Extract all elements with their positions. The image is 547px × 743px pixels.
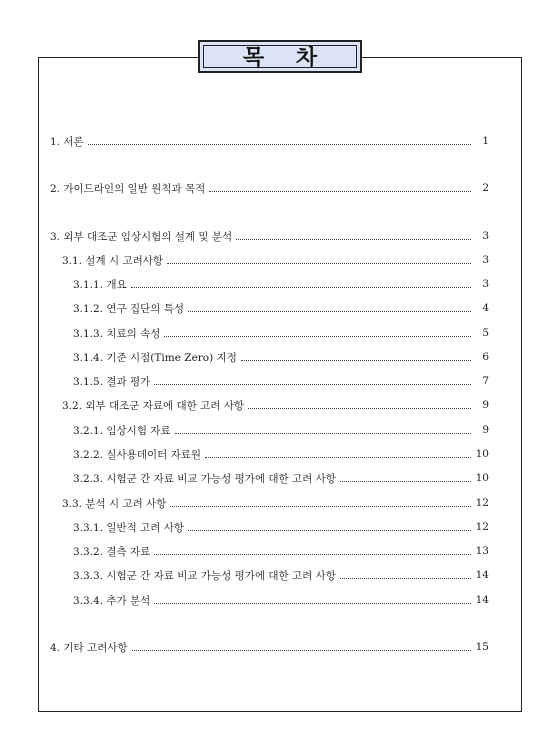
toc-entry-page: 5 (482, 327, 489, 339)
toc-leader-dots (209, 191, 471, 192)
toc-entry-3-1-2[interactable] (73, 300, 489, 316)
toc-entry-label: 3.1.3. 치료의 속성 (73, 327, 161, 340)
toc-leader-dots (188, 311, 471, 312)
toc-leader-dots (340, 481, 471, 482)
toc-entry-page: 6 (482, 351, 489, 363)
toc-entry-2[interactable] (50, 180, 489, 196)
toc-leader-dots (205, 457, 471, 458)
toc-entry-page: 3 (482, 230, 489, 242)
toc-leader-dots (154, 554, 471, 555)
toc-title-box (198, 40, 362, 73)
toc-entry-label: 3.2. 외부 대조군 자료에 대한 고려 사항 (62, 399, 245, 412)
toc-entry-label: 3.2.2. 실사용데이터 자료원 (73, 448, 202, 461)
toc-entry-page: 10 (475, 448, 489, 460)
toc-title: 목 차 (242, 46, 330, 71)
toc-leader-dots (340, 578, 471, 579)
toc-leader-dots (154, 384, 471, 385)
toc-entry-page: 3 (482, 278, 489, 290)
toc-entry-label: 3.1.5. 결과 평가 (73, 375, 151, 388)
toc-entry-3[interactable] (50, 228, 489, 244)
toc-entry-page: 12 (475, 521, 489, 533)
toc-entry-3-1-3[interactable] (73, 325, 489, 341)
toc-entry-page: 7 (482, 375, 489, 387)
toc-entry-page: 14 (475, 594, 489, 606)
toc-entry-3-2-1[interactable] (73, 422, 489, 438)
toc-entry-3-1-4[interactable] (73, 349, 489, 365)
toc-entry-3-3[interactable] (62, 495, 489, 511)
toc-entry-label: 3.3.3. 시험군 간 자료 비교 가능성 평가에 대한 고려 사항 (73, 569, 336, 582)
toc-entry-page: 3 (482, 254, 489, 266)
toc-entry-label: 3.3. 분석 시 고려 사항 (62, 497, 167, 510)
toc-leader-dots (88, 144, 471, 145)
toc-leader-dots (170, 506, 471, 507)
toc-leader-dots (131, 287, 471, 288)
toc-leader-dots (175, 433, 471, 434)
toc-leader-dots (248, 408, 471, 409)
toc-leader-dots (132, 650, 471, 651)
toc-entry-page: 2 (482, 182, 489, 194)
toc-entry-3-1-5[interactable] (73, 373, 489, 389)
toc-leader-dots (167, 263, 471, 264)
toc-entry-page: 15 (475, 641, 489, 653)
toc-entry-label: 3. 외부 대조군 임상시험의 설계 및 분석 (50, 230, 233, 243)
toc-entry-page: 1 (482, 135, 489, 147)
toc-entry-label: 3.2.3. 시험군 간 자료 비교 가능성 평가에 대한 고려 사항 (73, 472, 336, 485)
toc-entry-page: 9 (482, 424, 489, 436)
toc-entry-label: 3.1. 설계 시 고려사항 (62, 254, 164, 267)
toc-entry-page: 10 (475, 472, 489, 484)
toc-entry-label: 1. 서론 (50, 135, 84, 148)
toc-leader-dots (188, 530, 471, 531)
toc-entry-3-1-1[interactable] (73, 276, 489, 292)
toc-entry-label: 3.3.2. 결측 자료 (73, 545, 151, 558)
toc-entry-label: 3.1.1. 개요 (73, 278, 127, 291)
toc-entry-3-2-2[interactable] (73, 446, 489, 462)
toc-leader-dots (236, 239, 471, 240)
toc-entry-3-3-1[interactable] (73, 519, 489, 535)
toc-entry-label: 3.1.2. 연구 집단의 특성 (73, 302, 185, 315)
toc-entry-3-1[interactable] (62, 252, 489, 268)
toc-entry-label: 3.3.4. 추가 분석 (73, 594, 151, 607)
toc-entry-label: 3.1.4. 기준 시점(Time Zero) 지정 (73, 351, 237, 364)
toc-entry-label: 3.2.1. 임상시험 자료 (73, 424, 171, 437)
toc-entry-page: 14 (475, 569, 489, 581)
toc-entry-3-2-3[interactable] (73, 470, 489, 486)
toc-entry-label: 3.3.1. 일반적 고려 사항 (73, 521, 185, 534)
toc-leader-dots (154, 603, 471, 604)
toc-entry-3-2[interactable] (62, 397, 489, 413)
toc-entry-page: 12 (475, 497, 489, 509)
toc-entry-3-3-3[interactable] (73, 567, 489, 583)
toc-entry-3-3-4[interactable] (73, 592, 489, 608)
toc-entry-page: 13 (475, 545, 489, 557)
toc-entry-1[interactable] (50, 133, 489, 149)
toc-entry-4[interactable] (50, 639, 489, 655)
toc-leader-dots (241, 360, 471, 361)
toc-entry-page: 4 (482, 302, 489, 314)
toc-entry-page: 9 (482, 399, 489, 411)
toc-leader-dots (164, 336, 471, 337)
toc-entry-3-3-2[interactable] (73, 543, 489, 559)
toc-entry-label: 4. 기타 고려사항 (50, 641, 128, 654)
toc-entry-label: 2. 가이드라인의 일반 원칙과 목적 (50, 182, 206, 195)
